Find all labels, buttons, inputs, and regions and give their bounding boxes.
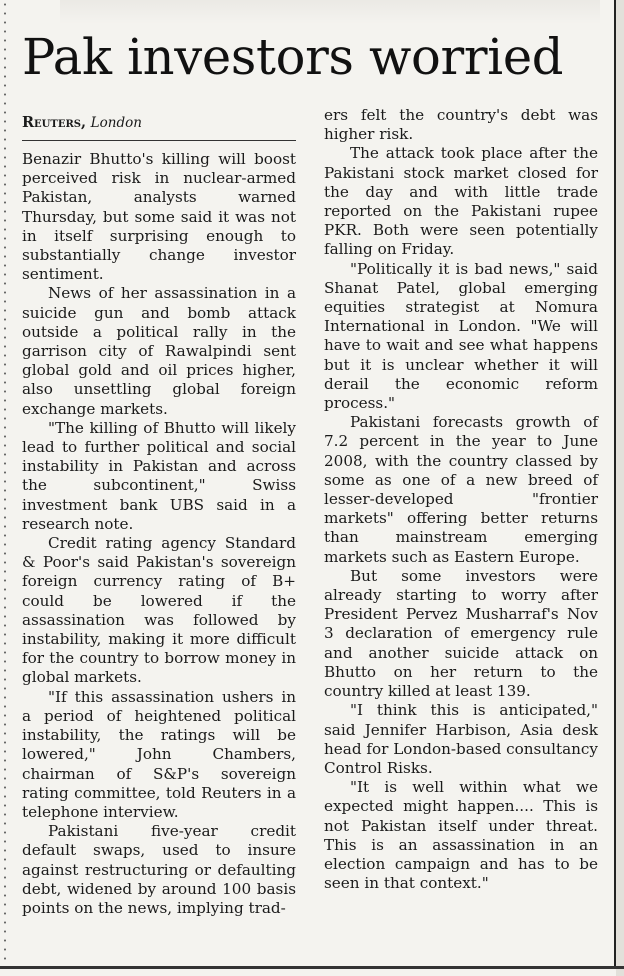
faded-header-band: [60, 0, 600, 24]
paragraph: But some investors were already starting to worry after President Pervez Musharraf's Nov 3 declaration of emergency rule and another suicide attack on Bhutto on her return to the country killed at least 139.: [324, 566, 598, 701]
article-column-left: [22, 150, 296, 918]
paragraph: "It is well within what we expected might happen.... This is not Pakistan itself under threat. This is an assassination in an election campaign and has to be seen in that context.": [324, 778, 598, 893]
paragraph: Pakistani five-year credit default swaps, used to insure against restructuring or defaulting debt, widened by around 100 basis points on the news, implying trad-: [22, 822, 296, 917]
headline: Pak investors worried: [22, 28, 564, 86]
paragraph: "The killing of Bhutto will likely lead to further political and social instability in Pakistan and across the subcontinent," Swiss investment bank UBS said in a research note.: [22, 418, 296, 533]
dotted-border-left: [2, 0, 8, 968]
adjacent-page-edge: [616, 0, 624, 976]
paragraph: News of her assassination in a suicide gun and bomb attack outside a political rally in the garrison city of Rawalpindi sent global gold and oil prices higher, also unsettling global foreign exchange markets.: [22, 284, 296, 418]
paragraph: "I think this is anticipated," said Jennifer Harbison, Asia desk head for London-based consultancy Control Risks.: [324, 701, 599, 777]
paragraph: Pakistani forecasts growth of 7.2 percent in the year to June 2008, with the country classed by some as one of a new breed of lesser-developed "frontier markets" offering better returns than mainstream emerging markets such as Eastern Europe.: [324, 413, 598, 566]
paragraph: ers felt the country's debt was higher risk.: [324, 106, 598, 144]
paragraph: Credit rating agency Standard & Poor's said Pakistan's sovereign foreign currency rating of B+ could be lowered if the assassination was followed by instability, making it more difficult for the country to borrow money in global markets.: [22, 534, 296, 687]
paragraph: "If this assassination ushers in a period of heightened political instability, the ratings will be lowered," John Chambers, chairman of S&P's sovereign rating committee, told Reuters in a telephone interview.: [22, 687, 296, 821]
byline: [22, 110, 296, 141]
byline-city: London: [90, 115, 142, 131]
paragraph: The attack took place after the Pakistani stock market closed for the day and with little trade reported on the Pakistani rupee PKR. Both were seen potentially falling on Friday.: [324, 144, 598, 259]
paragraph: "Politically it is bad news," said Shanat Patel, global emerging equities strategist at Nomura International in London. "We will have to wait and see what happens but it is unclear whether it will derail the economic reform process.": [324, 259, 598, 413]
bottom-rule: [0, 966, 624, 969]
paragraph: Benazir Bhutto's killing will boost perceived risk in nuclear-armed Pakistan, analysts warned Thursday, but some said it was not in itself surprising enough to substantially change investor sentiment.: [22, 150, 296, 284]
article-column-right: [324, 106, 598, 893]
byline-agency: Reuters,: [22, 114, 87, 131]
